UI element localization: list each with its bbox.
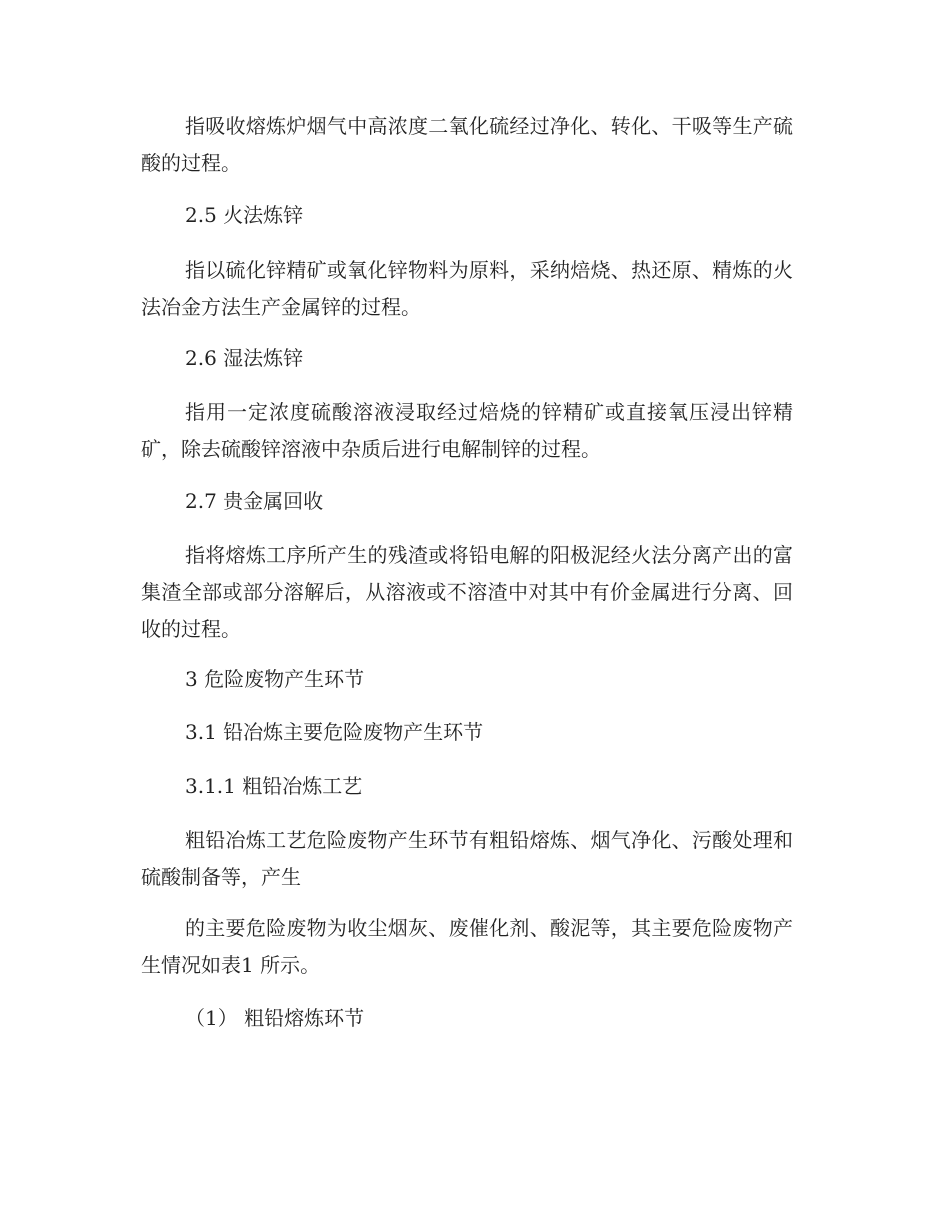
paragraph-pyro-zinc: 指以硫化锌精矿或氧化锌物料为原料，采纳焙烧、热还原、精炼的火法冶金方法生产金属锌的过程。 — [141, 258, 793, 319]
paragraph-precious-metal: 指将熔炼工序所产生的残渣或将铅电解的阳极泥经火法分离产出的富集渣全部或部分溶解后，从溶液或不溶渣中对其中有价金属进行分离、回收的过程。 — [141, 543, 793, 641]
paragraph-main-wastes: 的主要危险废物为收尘烟灰、废催化剂、酸泥等，其主要危险废物产生情况如表1 所示。 — [141, 916, 793, 977]
heading-3-1-1: 3.1.1 粗铅冶炼工艺 — [185, 774, 363, 798]
heading-3-1: 3.1 铅冶炼主要危险废物产生环节 — [185, 720, 484, 744]
heading-crude-lead-smelting: （1） 粗铅熔炼环节 — [185, 1006, 365, 1030]
paragraph-hydro-zinc: 指用一定浓度硫酸溶液浸取经过焙烧的锌精矿或直接氧压浸出锌精矿，除去硫酸锌溶液中杂质后进行电解制锌的过程。 — [141, 400, 793, 461]
heading-2-6: 2.6 湿法炼锌 — [185, 346, 304, 370]
paragraph-sulfuric-acid: 指吸收熔炼炉烟气中高浓度二氧化硫经过净化、转化、干吸等生产硫酸的过程。 — [141, 114, 793, 175]
heading-2-5: 2.5 火法炼锌 — [185, 203, 304, 227]
heading-3: 3 危险废物产生环节 — [185, 667, 365, 691]
paragraph-crude-lead-process: 粗铅冶炼工艺危险废物产生环节有粗铅熔炼、烟气净化、污酸处理和硫酸制备等，产生 — [141, 828, 793, 889]
heading-2-7: 2.7 贵金属回收 — [185, 489, 324, 513]
